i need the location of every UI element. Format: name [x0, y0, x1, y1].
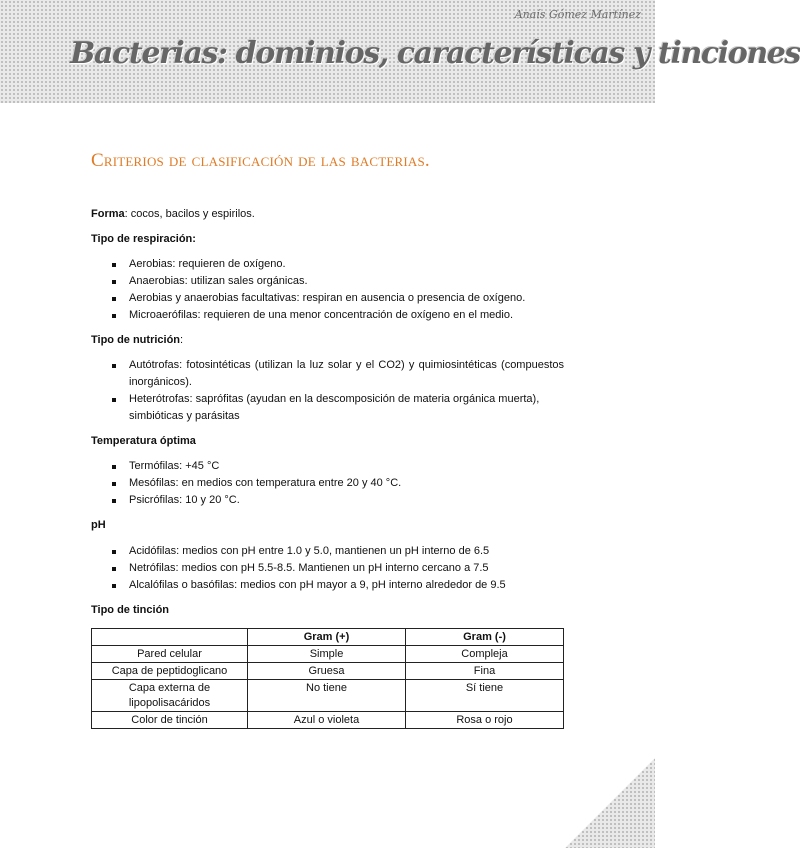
table-cell: Capa de peptidoglicano: [92, 663, 248, 680]
tincion-table: [91, 628, 564, 729]
list-item: Alcalófilas o basófilas: medios con pH mayor a 9, pH interno alrededor de 9.5: [91, 577, 564, 594]
table-cell: Azul o violeta: [248, 712, 406, 729]
tincion-heading: Tipo de tinción: [91, 604, 170, 616]
respiracion-list: [91, 256, 564, 324]
table-header-cell: [92, 629, 248, 646]
table-row: [92, 680, 564, 712]
table-cell: Fina: [406, 663, 564, 680]
list-item: Psicrófilas: 10 y 20 °C.: [91, 492, 564, 509]
table-header-row: [92, 629, 564, 646]
table-row: [92, 712, 564, 729]
table-cell: Sí tiene: [406, 680, 564, 712]
list-item: Termófilas: +45 °C: [91, 458, 564, 475]
document-body: [91, 206, 564, 729]
list-item: Aerobias y anaerobias facultativas: respiran en ausencia o presencia de oxígeno.: [91, 290, 564, 307]
list-item: Anaerobias: utilizan sales orgánicas.: [91, 273, 564, 290]
respiracion-heading: Tipo de respiración:: [91, 233, 196, 245]
table-cell: Compleja: [406, 646, 564, 663]
table-cell: No tiene: [248, 680, 406, 712]
section-title: Criterios de clasificación de las bacterias.: [91, 150, 430, 171]
ph-list: [91, 543, 564, 594]
temperatura-list: [91, 458, 564, 509]
forma-paragraph: [91, 206, 564, 223]
table-cell: Color de tinción: [92, 712, 248, 729]
document-title: Bacterias: dominios, características y tinciones: [70, 36, 800, 71]
temperatura-heading: Temperatura óptima: [91, 435, 196, 447]
ph-heading: pH: [91, 519, 106, 531]
list-item: Acidófilas: medios con pH entre 1.0 y 5.0, mantienen un pH interno de 6.5: [91, 543, 564, 560]
forma-label: Forma: [91, 208, 125, 220]
nutricion-label: Tipo de nutrición: [91, 334, 181, 346]
author-name: Anaís Gómez Martínez: [514, 8, 641, 21]
table-cell: Gruesa: [248, 663, 406, 680]
table-header-cell: Gram (+): [248, 629, 406, 646]
list-item: Netrófilas: medios con pH 5.5-8.5. Mantienen un pH interno cercano a 7.5: [91, 560, 564, 577]
nutricion-list: [91, 357, 564, 425]
list-item: Autótrofas: fotosintéticas (utilizan la luz solar y el CO2) y quimiosintéticas (compuestos inorgánicos).: [91, 357, 564, 391]
nutricion-heading: [91, 332, 564, 349]
table-row: [92, 663, 564, 680]
list-item: Heterótrofas: saprófitas (ayudan en la descomposición de materia orgánica muerta), simbióticas y parásitas: [91, 391, 564, 425]
table-row: [92, 646, 564, 663]
table-cell: Simple: [248, 646, 406, 663]
corner-pattern: [565, 758, 655, 848]
table-cell: Rosa o rojo: [406, 712, 564, 729]
nutricion-colon: :: [180, 334, 184, 346]
list-item: Aerobias: requieren de oxígeno.: [91, 256, 564, 273]
list-item: Mesófilas: en medios con temperatura entre 20 y 40 °C.: [91, 475, 564, 492]
forma-text: : cocos, bacilos y espirilos.: [124, 208, 255, 220]
table-cell: Capa externa de lipopolisacáridos: [92, 680, 248, 712]
table-cell: Pared celular: [92, 646, 248, 663]
list-item: Microaerófilas: requieren de una menor concentración de oxígeno en el medio.: [91, 307, 564, 324]
table-header-cell: Gram (-): [406, 629, 564, 646]
